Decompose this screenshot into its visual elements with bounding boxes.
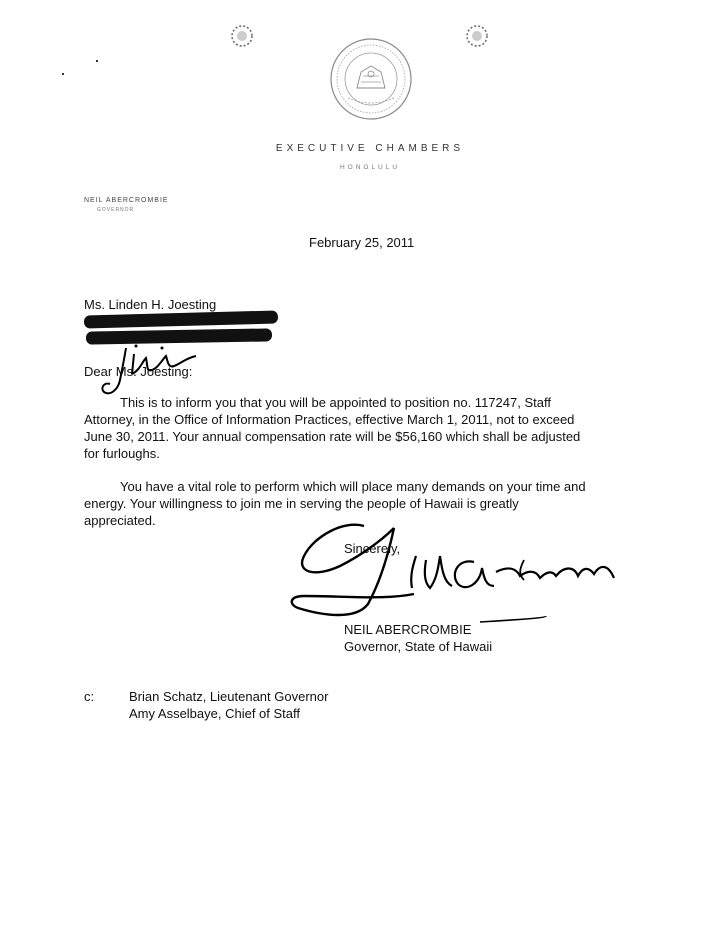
signer-title: Governor, State of Hawaii bbox=[344, 639, 493, 654]
cc-recipient: Brian Schatz, Lieutenant Governor bbox=[129, 689, 329, 704]
state-seal bbox=[328, 36, 414, 122]
paragraph-appointment: This is to inform you that you will be appointed to position no. 117247, Staff Attorney, in the Office of Information Practices, effective March 1, 2011, not to exceed June 30, 2011. Your annual compensation rate will be $56,160 which shall be adjusted for furloughs. bbox=[84, 395, 581, 461]
cc-label: c: bbox=[84, 689, 95, 704]
salutation: Dear Ms. Joesting: bbox=[84, 364, 193, 379]
letterhead-governor-name: NEIL ABERCROMBIE bbox=[84, 197, 169, 204]
cc-recipient: Amy Asselbaye, Chief of Staff bbox=[129, 706, 301, 721]
smudge-mark-right bbox=[464, 24, 490, 48]
speck-1 bbox=[62, 73, 64, 75]
letterhead-office: EXECUTIVE CHAMBERS bbox=[275, 143, 465, 154]
speck-2 bbox=[96, 60, 98, 62]
closing: Sincerely, bbox=[344, 541, 401, 556]
paragraph-appreciation: You have a vital role to perform which will place many demands on your time and energy. Your willingness to join me in serving the people of Hawaii is greatly appreciated. bbox=[84, 479, 586, 528]
redaction-bar-1 bbox=[84, 310, 278, 328]
letterhead-city: HONOLULU bbox=[339, 164, 401, 171]
signer-name: NEIL ABERCROMBIE bbox=[344, 622, 472, 637]
letter-date: February 25, 2011 bbox=[309, 235, 415, 250]
handwritten-initials bbox=[96, 340, 206, 402]
recipient-name: Ms. Linden H. Joesting bbox=[84, 297, 217, 312]
letterhead-governor-title: GOVERNOR bbox=[97, 207, 135, 213]
governor-signature bbox=[284, 516, 634, 628]
smudge-mark-left bbox=[229, 24, 255, 48]
